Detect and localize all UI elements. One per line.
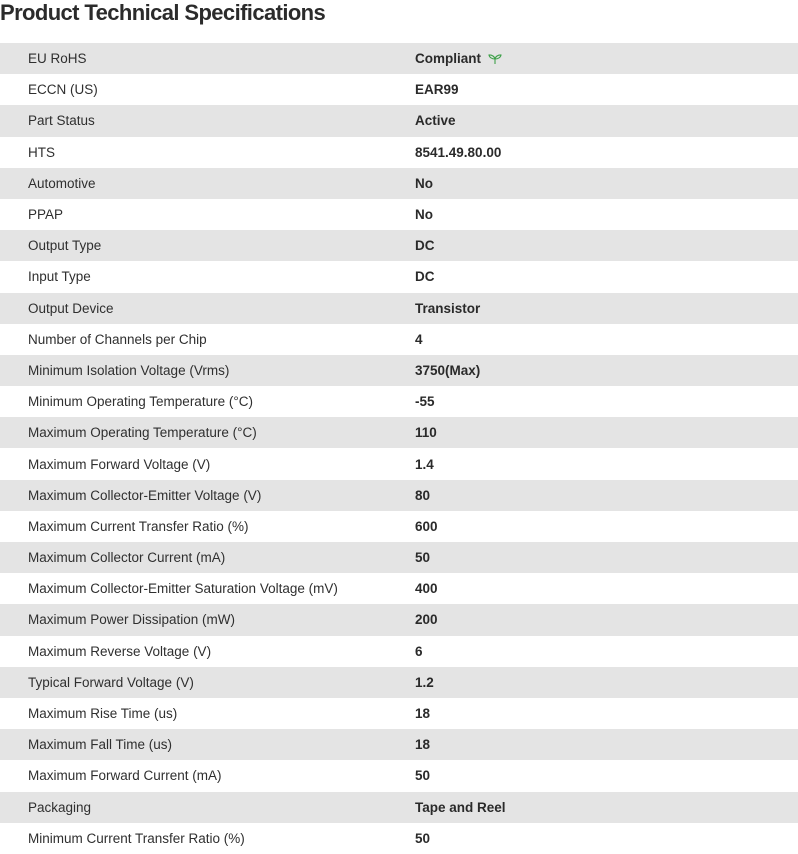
spec-label: Maximum Reverse Voltage (V) (28, 643, 212, 659)
table-row (0, 760, 798, 791)
table-row (0, 698, 798, 729)
table-row (0, 43, 798, 74)
spec-label: Maximum Power Dissipation (mW) (28, 612, 236, 628)
spec-label: Output Type (28, 238, 102, 254)
spec-value: No (415, 175, 433, 191)
table-row (0, 293, 798, 324)
spec-label: Maximum Rise Time (us) (28, 706, 178, 722)
spec-label: Input Type (28, 269, 91, 285)
spec-value: 600 (415, 518, 438, 534)
spec-value: No (415, 207, 433, 223)
spec-label: Typical Forward Voltage (V) (28, 674, 194, 690)
spec-value: 18 (415, 706, 431, 722)
spec-label: Maximum Forward Voltage (V) (28, 456, 211, 472)
table-row (0, 729, 798, 760)
table-row (0, 823, 798, 854)
spec-value: 3750(Max) (415, 362, 481, 378)
spec-label: Minimum Operating Temperature (°C) (28, 394, 253, 410)
table-row (0, 417, 798, 448)
spec-label: Part Status (28, 113, 95, 129)
spec-value: 8541.49.80.00 (415, 144, 502, 160)
spec-value: Compliant (415, 51, 481, 67)
spec-value: DC (415, 269, 435, 285)
spec-label: Maximum Current Transfer Ratio (%) (28, 518, 249, 534)
spec-value: 200 (415, 612, 438, 628)
spec-value: Transistor (415, 300, 481, 316)
spec-value: 80 (415, 487, 431, 503)
table-row (0, 230, 798, 261)
spec-label: Maximum Operating Temperature (°C) (28, 425, 257, 441)
spec-value: -55 (415, 394, 435, 410)
table-row (0, 604, 798, 635)
spec-table-body (0, 43, 798, 854)
table-row (0, 792, 798, 823)
spec-label: Number of Channels per Chip (28, 331, 207, 347)
table-row (0, 511, 798, 542)
spec-label: Maximum Collector-Emitter Voltage (V) (28, 487, 262, 503)
spec-label: HTS (28, 144, 55, 160)
spec-label: Minimum Current Transfer Ratio (%) (28, 830, 245, 846)
table-row (0, 667, 798, 698)
table-row (0, 199, 798, 230)
spec-label: Packaging (28, 799, 92, 815)
spec-label: ECCN (US) (28, 82, 98, 98)
leaf-icon (488, 54, 502, 65)
page-title: Product Technical Specifications (0, 0, 326, 25)
table-row (0, 105, 798, 136)
table-row (0, 542, 798, 573)
spec-label: EU RoHS (28, 51, 87, 67)
spec-value: 400 (415, 581, 438, 597)
spec-table (0, 43, 798, 854)
spec-value: Active (415, 113, 456, 129)
spec-value-cell (388, 43, 798, 74)
spec-value: 4 (415, 331, 423, 347)
spec-label: PPAP (28, 207, 64, 223)
table-row (0, 355, 798, 386)
spec-label: Automotive (28, 175, 96, 191)
table-row (0, 573, 798, 604)
spec-label: Output Device (28, 300, 114, 316)
spec-label: Maximum Collector Current (mA) (28, 550, 226, 566)
spec-value: 1.4 (415, 456, 434, 472)
table-row (0, 480, 798, 511)
spec-value: 6 (415, 643, 423, 659)
spec-value: EAR99 (415, 82, 459, 98)
table-row (0, 261, 798, 292)
spec-value: Tape and Reel (415, 799, 506, 815)
spec-label: Maximum Fall Time (us) (28, 737, 173, 753)
spec-label: Maximum Forward Current (mA) (28, 768, 222, 784)
table-row (0, 74, 798, 105)
spec-label: Maximum Collector-Emitter Saturation Voltage (mV) (28, 581, 338, 597)
table-row (0, 137, 798, 168)
table-row (0, 168, 798, 199)
spec-label: Minimum Isolation Voltage (Vrms) (28, 362, 230, 378)
table-row (0, 448, 798, 479)
table-row (0, 324, 798, 355)
spec-value: 50 (415, 830, 431, 846)
spec-value: DC (415, 238, 435, 254)
table-row (0, 386, 798, 417)
spec-value: 50 (415, 768, 431, 784)
spec-value: 18 (415, 737, 431, 753)
spec-value: 1.2 (415, 674, 434, 690)
table-row (0, 636, 798, 667)
spec-value: 50 (415, 550, 431, 566)
spec-value: 110 (415, 425, 437, 441)
